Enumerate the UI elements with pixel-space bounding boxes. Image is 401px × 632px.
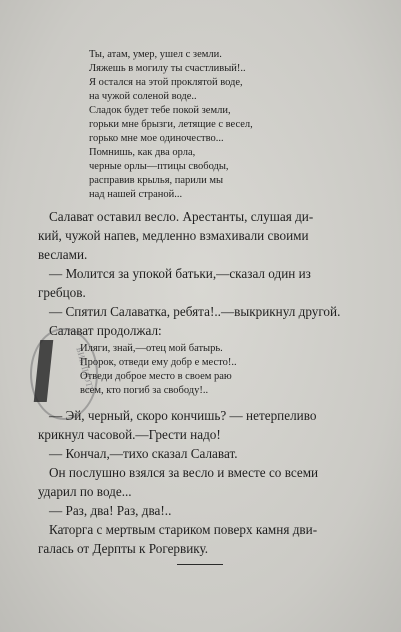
prose-block-2 [38, 406, 368, 558]
prose-line: ударил по воде... [38, 484, 132, 499]
stamp-text: БИБЛИОТЕ [74, 346, 97, 394]
prose-line: Каторга с мертвым стариком поверх камня дви- [49, 522, 318, 537]
prose-line: кий, чужой напев, медленно взмахивали своими [38, 228, 309, 243]
verse-line: Отведи доброе место в своем раю [80, 371, 232, 382]
verse-line: Пророк, отведи ему добр е место!.. [80, 357, 237, 368]
verse-line: над нашей страной... [89, 189, 183, 200]
verse-line: Сладок будет тебе покой земли, [89, 105, 231, 116]
prose-line: — Кончал,—тихо сказал Салават. [49, 446, 238, 461]
song-verse-2 [80, 342, 237, 398]
prose-line: крикнул часовой.—Грести надо! [38, 427, 221, 442]
prose-line: Салават продолжал: [49, 323, 162, 338]
prose-line: — Раз, два! Раз, два!.. [49, 503, 172, 518]
verse-line: всем, кто погиб за свободу!.. [80, 385, 209, 396]
song-verse-1 [89, 48, 253, 202]
verse-line: на чужой соленой воде.. [89, 91, 197, 102]
prose-line: — Молится за упокой батьки,—сказал один из [49, 266, 311, 281]
verse-line: черные орлы—птицы свободы, [89, 161, 229, 172]
verse-line: Я остался на этой проклятой воде, [89, 77, 243, 88]
verse-line: горько мне мое одиночество... [89, 133, 224, 144]
verse-line: горьки мне брызги, летящие с весел, [89, 119, 253, 130]
prose-line: — Эй, черный, скоро кончишь? — нетерпеливо [49, 408, 317, 423]
prose-line: галась от Дерпты к Рогервику. [38, 541, 209, 556]
prose-line: Он послушно взялся за весло и вместе со всеми [49, 465, 319, 480]
prose-line: гребцов. [38, 285, 86, 300]
verse-line: Иляги, знай,—отец мой батырь. [80, 343, 223, 354]
prose-line: Салават оставил весло. Арестанты, слушая ди- [49, 209, 314, 224]
verse-line: расправив крылья, парили мы [89, 175, 224, 186]
verse-line: Ляжешь в могилу ты счастливый!.. [89, 63, 246, 74]
prose-block-1 [38, 207, 368, 340]
prose-line: веслами. [38, 247, 88, 262]
prose-line: — Спятил Салаватка, ребята!..—выкрикнул другой. [49, 304, 341, 319]
verse-line: Ты, атам, умер, ушел с земли. [89, 49, 222, 60]
verse-line: Помнишь, как два орла, [89, 147, 196, 158]
section-divider [177, 564, 223, 565]
